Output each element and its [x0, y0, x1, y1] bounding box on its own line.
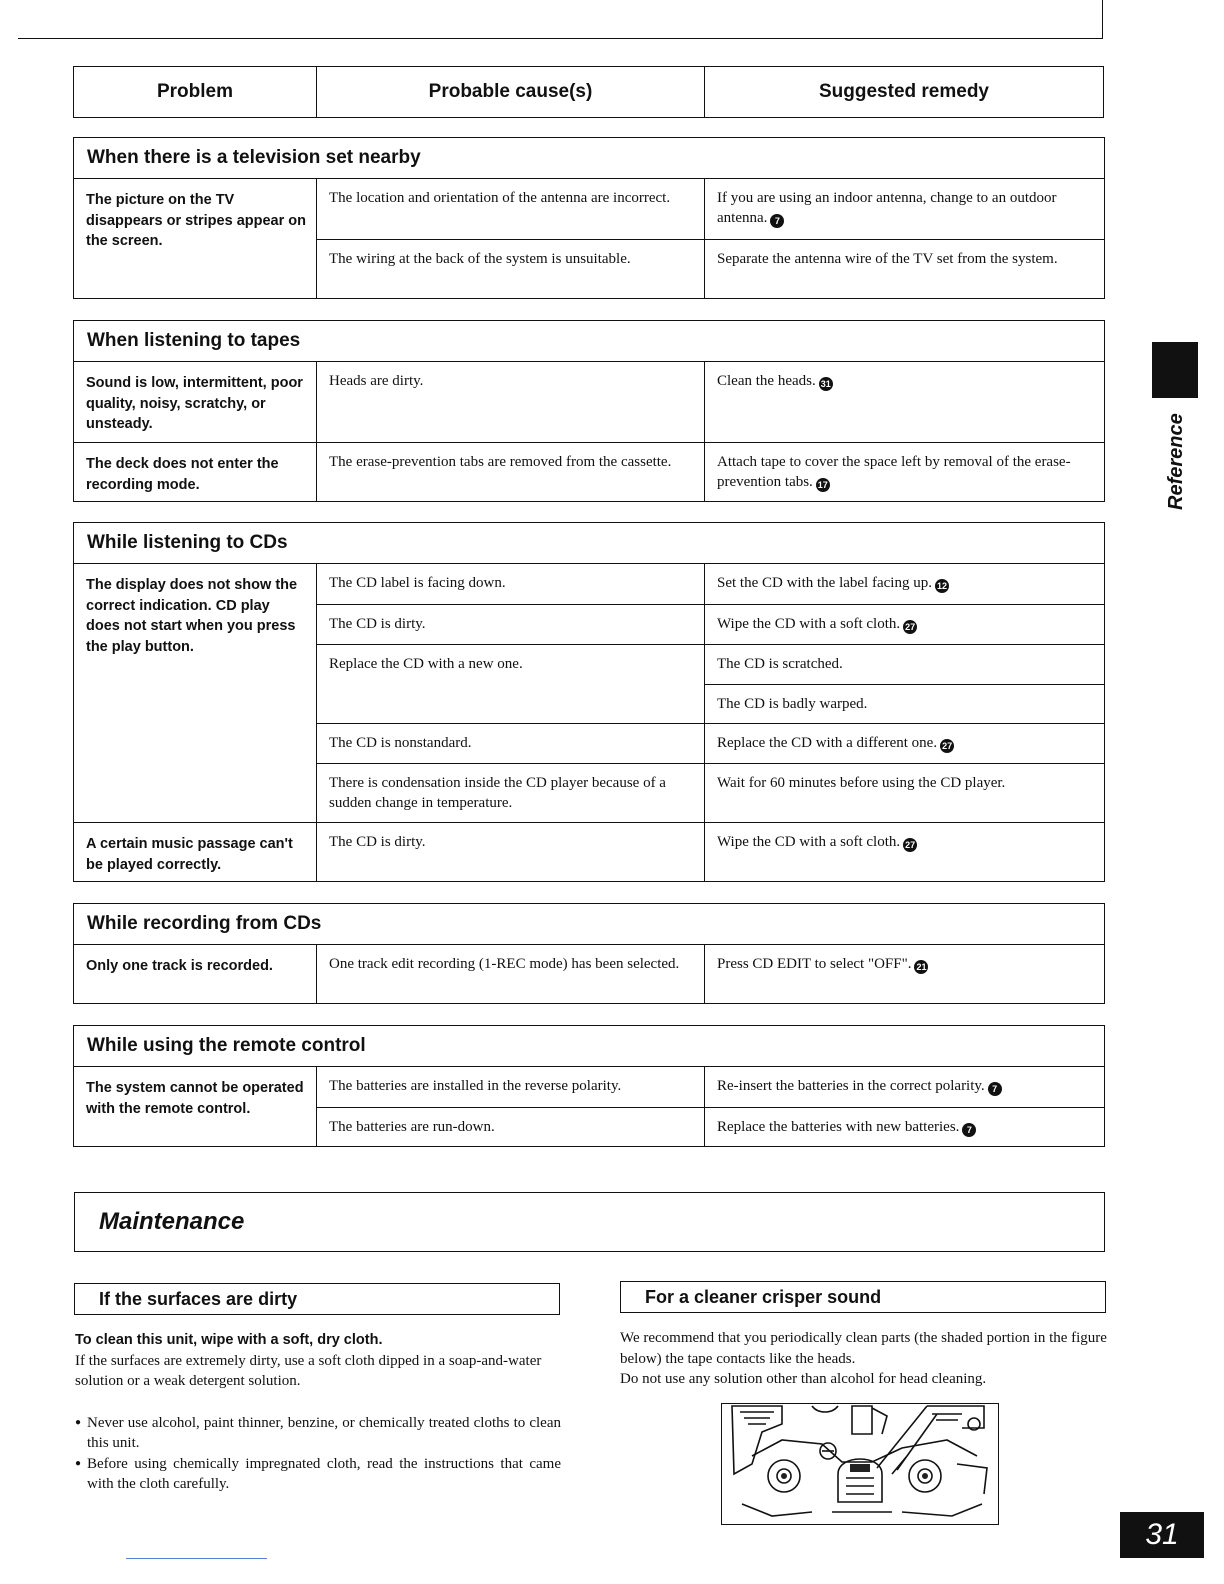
page-ref-icon: 12	[936, 581, 947, 591]
remedy-cell	[704, 362, 1104, 442]
remedy-text: If you are using an indoor antenna, change to an outdoor antenna.	[717, 190, 1057, 226]
remedy-cell	[704, 604, 1104, 644]
remedy-cell	[704, 179, 1104, 239]
page-ref-icon: 21	[916, 962, 927, 972]
section-remote	[73, 1025, 1105, 1147]
page-ref-icon: 17	[817, 480, 828, 490]
page-ref-icon: 27	[905, 840, 916, 850]
cause-text: The wiring at the back of the system is unsuitable.	[316, 239, 704, 298]
page-number: 31	[1120, 1512, 1204, 1558]
remedy-cell	[704, 564, 1104, 604]
section-title: While listening to CDs	[74, 523, 1104, 564]
page-ref-icon: 31	[820, 379, 831, 389]
cause-text: The CD is scratched.	[704, 644, 1104, 684]
section-grid	[74, 945, 1104, 1003]
remedy-text: Attach tape to cover the space left by removal of the erase-prevention tabs.	[717, 454, 1071, 490]
footer-rule	[126, 1558, 267, 1559]
section-grid	[74, 179, 1104, 298]
section-recording	[73, 903, 1105, 1004]
tape-head-figure	[721, 1403, 999, 1525]
cause-text: The erase-prevention tabs are removed from the cassette.	[316, 442, 704, 501]
surfaces-lead: To clean this unit, wipe with a soft, dry cloth.	[75, 1332, 383, 1348]
page-ref-icon: 7	[962, 1123, 976, 1137]
section-grid	[74, 564, 1104, 881]
section-grid	[74, 1067, 1104, 1146]
problem-text: The deck does not enter the recording mode.	[74, 442, 316, 501]
remedy-cell	[704, 442, 1104, 501]
remedy-text: Replace the CD with a different one.	[717, 735, 938, 751]
remedy-cell	[704, 1107, 1104, 1146]
remedy-cell	[704, 945, 1104, 1003]
cause-text: The CD is badly warped.	[704, 684, 1104, 723]
surfaces-bullet: ● Before using chemically impregnated cloth, read the instructions that came with the cloth carefully.	[75, 1454, 561, 1495]
cause-text: The batteries are installed in the reverse polarity.	[316, 1067, 704, 1107]
surfaces-body	[75, 1330, 561, 1495]
section-title: When there is a television set nearby	[74, 138, 1104, 179]
cause-text: The CD is dirty.	[316, 604, 704, 644]
tape-deck-illustration	[722, 1404, 997, 1523]
section-tv	[73, 137, 1105, 299]
remedy-text: Wait for 60 minutes before using the CD player.	[704, 763, 1104, 822]
top-rule	[18, 38, 1103, 39]
surfaces-text: If the surfaces are extremely dirty, use a soft cloth dipped in a soap-and-water solution or a weak detergent solution.	[75, 1352, 542, 1389]
section-title: While recording from CDs	[74, 904, 1104, 945]
problem-text: A certain music passage can't be played correctly.	[74, 822, 316, 881]
problem-text: The system cannot be operated with the remote control.	[86, 1080, 304, 1117]
cause-text: Heads are dirty.	[316, 362, 704, 442]
header-cause: Probable cause(s)	[316, 67, 704, 117]
section-title: When listening to tapes	[74, 321, 1104, 362]
sound-text: Do not use any solution other than alcohol for head cleaning.	[620, 1371, 987, 1387]
cause-text: The location and orientation of the antenna are incorrect.	[316, 179, 704, 239]
page-ref-icon: 7	[770, 214, 784, 228]
header-remedy: Suggested remedy	[704, 67, 1103, 117]
remedy-text: Re-insert the batteries in the correct polarity.	[717, 1078, 985, 1094]
sound-body	[620, 1328, 1110, 1390]
cause-text: The CD is nonstandard.	[316, 723, 704, 763]
sound-text: We recommend that you periodically clean parts (the shaded portion in the figure below) the tape contacts like the heads.	[620, 1330, 1107, 1367]
problem-text: The picture on the TV disappears or stripes appear on the screen.	[86, 192, 306, 249]
cause-text: One track edit recording (1-REC mode) has been selected.	[316, 945, 704, 1003]
cause-text: There is condensation inside the CD player because of a sudden change in temperature.	[316, 763, 704, 822]
page-ref-icon: 27	[942, 741, 953, 751]
maintenance-title: Maintenance	[74, 1192, 1105, 1252]
remedy-cell	[704, 1067, 1104, 1107]
remedy-cell	[704, 723, 1104, 763]
header-problem: Problem	[156, 81, 234, 102]
problem-text: The display does not show the correct indication. CD play does not start when you press the play button.	[86, 577, 298, 655]
remedy-text: Set the CD with the label facing up.	[717, 575, 932, 591]
surfaces-title: If the surfaces are dirty	[74, 1283, 560, 1315]
sound-title: For a cleaner crisper sound	[620, 1281, 1106, 1313]
top-corner-rule	[1102, 0, 1103, 39]
remedy-text: Clean the heads.	[717, 373, 816, 389]
section-grid	[74, 362, 1104, 501]
remedy-cell	[704, 822, 1104, 881]
remedy-text: Separate the antenna wire of the TV set from the system.	[704, 239, 1104, 298]
page-ref-icon: 27	[905, 622, 916, 632]
cause-text: The CD is dirty.	[316, 822, 704, 881]
remedy-text: Press CD EDIT to select "OFF".	[717, 956, 912, 972]
section-cds	[73, 522, 1105, 882]
page-ref-icon: 7	[988, 1082, 1002, 1096]
remedy-text: Replace the batteries with new batteries.	[717, 1119, 960, 1135]
column-header	[73, 66, 1104, 118]
section-tapes	[73, 320, 1105, 502]
remedy-text: Wipe the CD with a soft cloth.	[717, 834, 901, 850]
cause-text: The batteries are run-down.	[316, 1107, 704, 1146]
side-tab-marker	[1152, 342, 1198, 398]
remedy-text: Wipe the CD with a soft cloth.	[717, 616, 901, 632]
cause-text: The CD label is facing down.	[316, 564, 704, 604]
remedy-text: Replace the CD with a new one.	[316, 644, 704, 723]
problem-text: Sound is low, intermittent, poor quality, noisy, scratchy, or unsteady.	[86, 375, 303, 432]
problem-text: Only one track is recorded.	[86, 958, 273, 974]
surfaces-bullet: ● Never use alcohol, paint thinner, benzine, or chemically treated cloths to clean this unit.	[75, 1413, 561, 1454]
section-title: While using the remote control	[74, 1026, 1104, 1067]
